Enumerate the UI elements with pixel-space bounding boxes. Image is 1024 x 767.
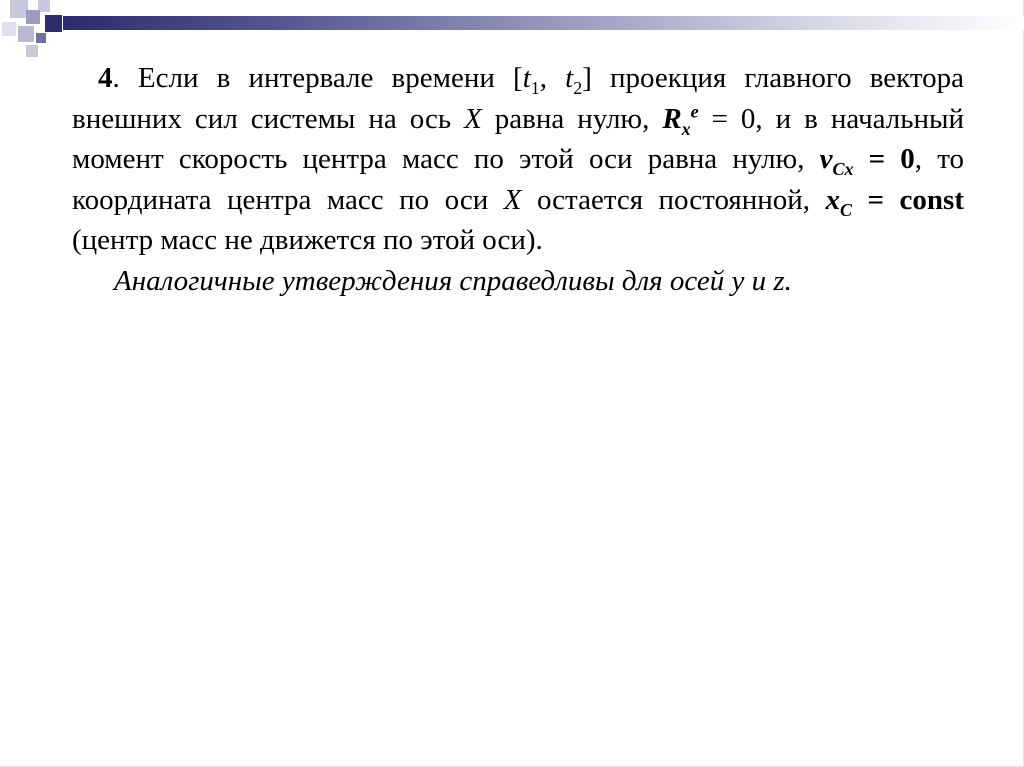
rx-symbol: R <box>662 102 682 135</box>
decorative-square <box>18 26 34 42</box>
decorative-square <box>2 22 16 36</box>
xc-symbol: x <box>825 183 841 216</box>
decorative-square <box>36 33 46 43</box>
decorative-square <box>45 15 62 32</box>
vcx-symbol: v <box>819 143 833 175</box>
decorative-square <box>26 10 40 24</box>
header-bar <box>63 16 1024 30</box>
slide-content <box>72 58 964 301</box>
note-paragraph: Аналогичные утверждения справедливы для осей y и z. <box>114 264 792 297</box>
decorative-square <box>26 45 38 57</box>
theorem-paragraph: 4. Если в интервале времени [$t_1$, $t_2$] проекция главного вектора внешних сил системы на ось X равна нулю, $R_x^e = 0$, и в начальный момент скорость центра масс по этой оси равна нулю, $v_{Cx} = 0$, то координата центра масс по оси X остается постоянной, $x_C$ = const (центр масс не движется по этой оси). <box>72 62 965 256</box>
item-number: 4 <box>98 62 113 94</box>
